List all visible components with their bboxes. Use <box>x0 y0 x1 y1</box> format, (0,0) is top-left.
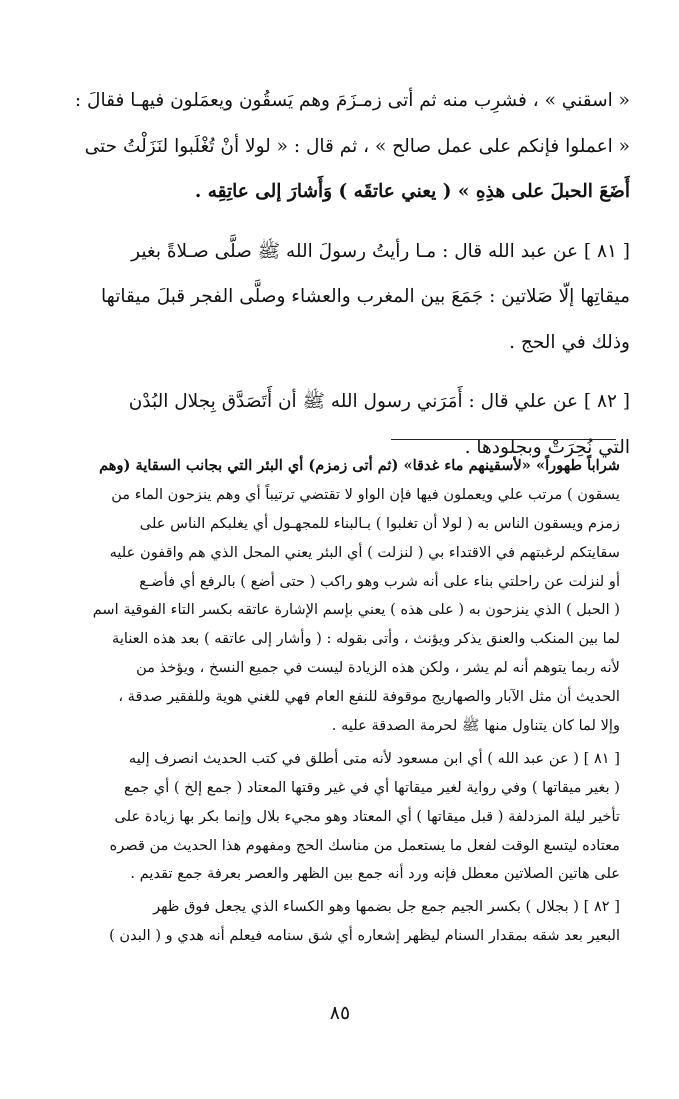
footnote-divider <box>391 439 616 440</box>
commentary-line: زمزم ويسقون الناس به ( لولا أن تغلبوا ) بـالبناء للمجهـول أي يغلبكم الناس على <box>139 514 620 532</box>
commentary-line: ( الحبل ) الذي ينزحون به ( على هذه ) يعني بإسم الإشارة عاتقه بكسر التاء الفوقية اسم <box>92 601 620 619</box>
commentary-81-line: تأخير ليلة المزدلفة ( قبل ميقاتها ) أي المعتاد وهو مجيء بلال وإنما بكر بها زيادة على <box>114 807 620 825</box>
commentary-81-line: معتاده ليتسع الوقت لفعل ما يستعمل من مناسك الحج ومفهوم هذا الحديث من قصره <box>109 836 620 854</box>
hadith-81-line: وذلك في الحج . <box>509 331 630 353</box>
hadith-line: « اسقني » ، فشرِب منه ثم أتى زمـزَمَ وهم يَسقُون ويعمَلون فيهـا فقالَ : <box>74 90 630 111</box>
commentary-81-line: ( بغير ميقاتها ) وفي رواية لغير ميقاتها أي في غير وقتها المعتاد ( جمع إلخ ) أي جمع <box>123 778 620 796</box>
page-number: ٨٥ <box>329 1002 351 1024</box>
commentary-82-line: البعير بعد شقه بمقدار السنام ليظهر إشعاره أي شق سنامه فيعلم أنه هدي و ( البدن ) <box>109 927 620 945</box>
hadith-81-line: ميقاتِها إلّا صَلاتين : جَمَعَ بين المغرب والعشاء وصلَّى الفجر قبلَ ميقاتها <box>101 286 630 307</box>
commentary-line: يسقون ) مرتب علي ويعملون فيها فإن الواو لا تقتضي ترتيباً أي وهم ينزحون الماء من <box>111 485 620 503</box>
hadith-line: أَضَعَ الحبلَ على هذِهِ » ( يعني عاتقَه ) وَأَشارَ إلى عاتِقِه . <box>194 181 630 202</box>
commentary-line: لما بين المنكب والعنق يذكر ويؤنث ، وأتى بقوله : ( وأشار إلى عاتقه ) بعد هذه العناية <box>112 630 620 648</box>
commentary-81-line: على هاتين الصلاتين معطل فإنه ورد أنه جمع بين الظهر والعصر بعرفة جمع تقديم . <box>130 865 620 883</box>
commentary <box>40 452 620 951</box>
commentary-line: أو لنزلت عن راحلتي بناء على أنه شرب وهو راكب ( حتى أضع ) بالرفع أي فأضـع <box>139 572 620 590</box>
hadith-82-line: [ ٨٢ ] عن علي قال : أَمَرَني رسول الله ﷺ أن أَتَصَدَّق بِجلال البُدْن <box>128 391 630 412</box>
commentary-82-line: [ ٨٢ ] ( بجلال ) بكسر الجيم جمع جل بضمها وهو الكساء الذي يجعل فوق ظهر <box>153 898 620 916</box>
commentary-81-line: [ ٨١ ] ( عن عبد الله ) أي ابن مسعود لأنه متى أطلق في كتب الحديث انصرف إليه <box>128 749 620 767</box>
commentary-line: سقايتكم لرغبتهم في الاقتداء بي ( لنزلت ) أي البئر يعني المحل الذي هم واقفون عليه <box>109 543 620 561</box>
hadith-text <box>56 78 630 470</box>
commentary-line: لأنه ربما يتوهم أنه لم يشر ، ولكن هذه الزيادة ليست في جميع النسخ ، ويؤخذ من <box>136 659 620 677</box>
commentary-line: شراباً طهوراً» «لأسقينهم ماء غدقا» (ثم أتى زمزم) أي البئر التي بجانب السقاية (وهم <box>99 457 620 474</box>
hadith-82-line: التي نُحِرَتْ وبجلودها . <box>464 436 630 458</box>
hadith-81-line: [ ٨١ ] عن عبد الله قال : مـا رأيتُ رسولَ الله ﷺ صلَّى صـلاةً بغير <box>131 240 630 262</box>
commentary-line: وإلا لما كان يتناول منها ﷺ لحرمة الصدقة عليه . <box>331 717 620 735</box>
commentary-line: الحديث أن مثل الآبار والصهاريج موقوفة للنفع العام فهي للغني هوية وللفقير صدقة ، <box>118 688 620 706</box>
hadith-line: « اعملوا فإنكم على عمل صالح » ، ثم قال : « لولا أنْ تُغْلَبوا لنَزَلْتُ حتى <box>84 135 630 157</box>
